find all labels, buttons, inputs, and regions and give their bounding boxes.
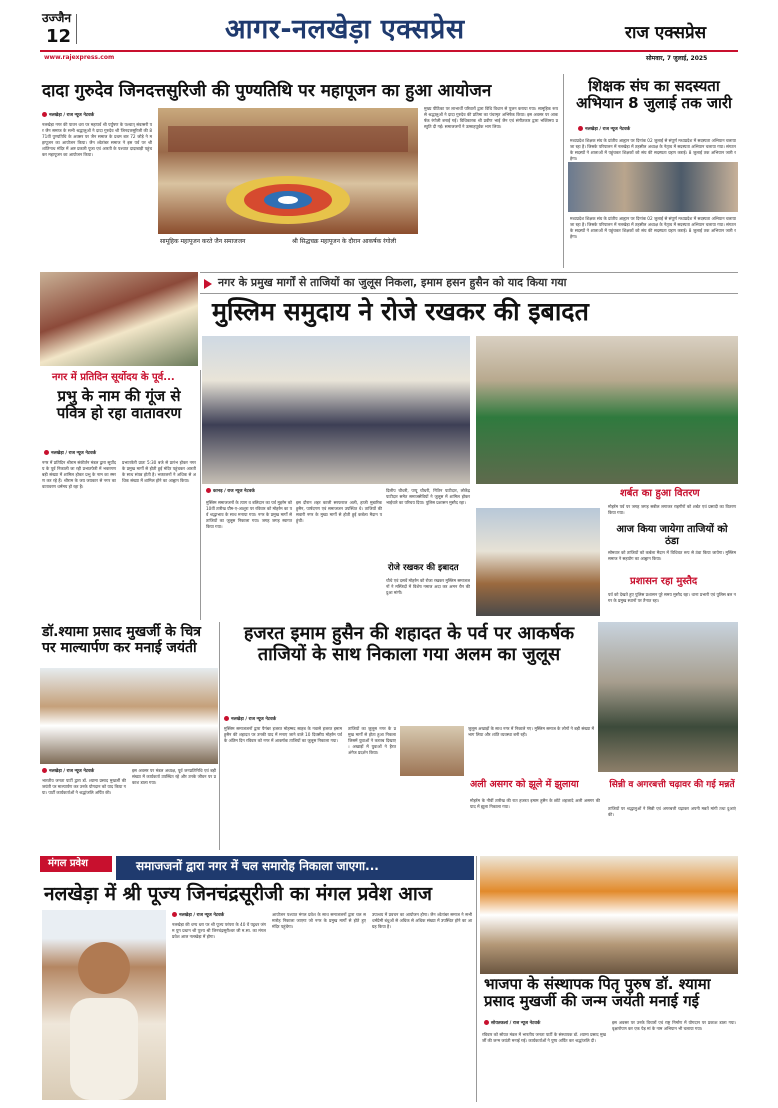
byline [206,488,255,494]
story-ali-asgar [468,778,602,848]
photo-mukherjee [40,668,218,764]
photo-julus [598,622,738,772]
photo-procession [476,336,738,484]
headline: भाजपा के संस्थापक पितृ पुरुष डॉ. श्यामा प्रसाद मुखर्जी की जन्म जयंती मनाई गई [484,975,711,1011]
issue-date: सोमवार, 7 जुलाई, 2025 [646,55,708,62]
header-divider-left [76,14,77,44]
byline [172,912,224,918]
subheading: रोजे रखकर की इबादत [388,563,459,573]
byline-text: नलखेड़ा / राज न्यूज नेटवर्क [231,717,277,722]
photo-caption-a: सामूहिक महापूजन करते जैन समाजजन [160,238,246,245]
story-prabhu-naam [40,370,198,618]
body-col: इस दौरान शहर काजी सरफराज अली, हाजी मुबारिक हुसैन, पार्षदगण एवं समाजजन उपस्थित थे। ताजियों की सवारी नगर के मुख्य मार्गों से होती हुई कर्बला मैदान पहुंची। [296,500,382,524]
city-label: उज्जैन [42,11,72,25]
byline [42,768,94,774]
photo-caption-b: श्री सिद्धचक्र महापूजन के दौरान आकर्षक रंगोली [292,238,397,245]
kicker-body: मोहर्रम पर्व पर जगह जगह सबील लगाकर राहगीरों को शर्बत एवं प्रसादी का वितरण किया गया। [608,504,736,516]
body-col: भारतीय जनता पार्टी द्वारा डॉ. श्यामा प्रसाद मुखर्जी की जयंती पर माल्यार्पण कर उनके योगदान को याद किया गया। पार्टी कार्यकर्ताओं ने श्रद्धांजलि अर्पित की। [42,778,126,796]
body-col: नगर में प्रतिदिन श्रीराम संकीर्तन मंडल द्वारा सूर्योदय के पूर्व निकाली जा रही प्रभातफेरी में भक्तगण बड़ी संख्या में शामिल होकर प्रभु के नाम का स्मरण कर रहे हैं। श्रीराम के जय जयकार से नगर का वातावरण धर्ममय हो रहा है। [42,460,116,490]
body-col: जुलूस अखाड़ों के साथ नगर में निकाले गए। मुस्लिम समाज के लोगों ने बड़ी संख्या में भाग लिया और शांति व्यवस्था बनी रही। [468,726,594,738]
story-shikshak-sangh [568,74,738,268]
body-col: आयोजन पश्चात मंगल प्रवेश के साथ समाजजनों द्वारा चल समारोह निकाला जाएगा जो नगर के प्रमुख मार्गों से होते हुए मंदिर पहुंचेगा। [272,912,366,930]
page-number: 12 [46,26,72,47]
kicker: शर्बत का हुआ वितरण [620,488,700,499]
story-mukherjee-1 [40,622,218,850]
page-header [40,10,738,62]
byline-text: नलखेड़ा / राज न्यूज नेटवर्क [49,769,95,774]
kicker: प्रशासन रहा मुस्तैद [630,576,698,587]
story-sinni [606,778,738,848]
photo-rangoli [158,108,418,234]
masthead-title: आगर-नलखेड़ा एक्सप्रेस [225,14,465,45]
body-col: उपाश्रय में प्रवचन का आयोजन होगा। जैन श्वेतांबर समाज ने सभी धर्मप्रेमी बंधुओं से अधिक से अधिक संख्या में उपस्थित होने का आग्रह किया है। [372,912,472,930]
story-muslim-body [204,488,602,618]
photo-tazia-2 [400,726,464,776]
photo-bjp [480,856,738,974]
headline: सिन्नी व अगरबत्ती चढ़ावर की गई मन्नतें [609,780,735,790]
byline-text: नलखेड़ा / राज न्यूज नेटवर्क [585,127,631,132]
story-mukherjee-2 [480,856,738,1104]
portrait-illustration [42,910,166,1100]
brand-name: राज एक्सप्रेस [625,23,707,43]
header-rule [40,50,738,52]
divider [563,74,564,268]
byline-text: नलखेड़ा / राज न्यूज नेटवर्क [49,113,95,118]
body-col: चौथे एवं दसवें मोहर्रम को रोजा रखकर मुस्लिम समाजजनों ने मस्जिदों में विशेष नमाज अदा कर अमन चैन की दुआ मांगी। [386,578,470,596]
headline-muslim-samudaay: मुस्लिम समुदाय ने रोजे रखकर की इबादत [212,297,589,326]
subhead-bar [200,272,738,294]
headline: दादा गुरुदेव जिनदत्तसुरिजी की पुण्यतिथि पर महापूजन का हुआ आयोजन [42,81,492,101]
byline-text: कानड़ / राज न्यूज नेटवर्क [213,489,255,494]
subhead: नगर के प्रमुख मार्गों से ताजियों का जुलूस निकला, इमाम हसन हुसैन को याद किया गया [218,276,567,289]
headline: आज किया जायेगा ताजियों को ठंडा [616,524,728,547]
body-top: मध्यप्रदेश शिक्षक संघ के प्रांतीय आह्वान पर दिनांक 02 जुलाई से संपूर्ण मध्यप्रदेश में सदस्यता अभियान चलाया जा रहा है। जिसके परिपालन में नलखेड़ा में तहसील अध्यक्ष के नेतृत्व में सदस्यता अभियान चलाया गया। संगठन के सदस्यों ने शालाओं में पहुंचकर शिक्षकों को संघ की सदस्यता ग्रहण कराई। 8 जुलाई तक अभियान जारी रहेगा। [570,138,736,162]
headline: प्रभु के नाम की गूंज से पवित्र हो रहा वातावरण [56,387,182,423]
story-sharbat [606,488,738,620]
portrait-saint [42,910,166,1100]
photo-prabhatferi [40,272,198,366]
photo-teachers [568,162,738,212]
body-col: इस अवसर पर उनके विचारों एवं राष्ट्र निर्माण में योगदान पर प्रकाश डाला गया। वृक्षारोपण कर एक पेड़ मां के नाम अभियान भी चलाया गया। [612,1020,736,1032]
divider [476,856,477,1102]
photo-tazia [476,508,600,616]
byline [42,112,94,118]
body-col: रविवार को सोयत मंडल में भारतीय जनता पार्टी के संस्थापक डॉ. श्यामा प्रसाद मुखर्जी की जन्म जयंती मनाई गई। कार्यकर्ताओं ने पुष्प अर्पित कर श्रद्धांजलि दी। [482,1032,606,1044]
body-col: ताजियों का जुलूस नगर के प्रमुख मार्गों से होता हुआ निकला जिसमें युवाओं ने करतब दिखाए। अखाड़ों में युवाओं ने हैरत अंगेज प्रदर्शन किया। [348,726,396,756]
headline-mangal-pravesh: नलखेड़ा में श्री पूज्य जिनचंद्रसूरीजी का मंगल प्रवेश आज [44,883,432,905]
body-col: मुस्लिम समाजजनों के त्याग व बलिदान का पर्व मुहर्रम को 10वीं तारीख यौम-ए-आशूरा पर रविवार को मोहर्रम का पर्व श्रद्धाभाव के साथ मनाया गया। नगर के प्रमुख मार्गों से ताजियों का जुलूस निकाला गया। जगह जगह स्वागत किया गया। [206,500,292,530]
rangoli-illustration [158,108,418,234]
body-col: मुस्लिम समाजजनों द्वारा पैगंबर हजरत मोहम्मद साहब के नवासे हजरत इमाम हुसैन की शहादत पर उनकी याद में मनाए जाने वाले 10 दिवसीय मोहर्रम पर्व के अंतिम दिन रविवार को नगर में आकर्षक ताजियों का जुलूस निकाला गया। [224,726,342,744]
body-col: नलखेड़ा नगर की पावन धरा पर महापर्व श्री पर्युषण के पश्चात् संवत्सरी पर जैन समाज के सभी श्रद्धालुओं ने दादा गुरुदेव श्री जिनदत्तसूरिजी की 871वीं पुण्यतिथि के अवसर पर जैन समाज के प्रथम बार 72 जोड़े ने महापूजन का आयोजन किया। जैन श्वेतांबर समाज ने इस पर्व पर श्री शांतिनाथ मंदिर में अष्ट प्रकारी पूजा एवं आरती के पश्चात दादाबाड़ी पहुंचकर महापूजन का आयोजन किया। [42,122,152,158]
body-col: प्रभातफेरी प्रातः 5:30 बजे से प्रारंभ होकर नगर के प्रमुख मार्गों से होती हुई मंदिर पहुंचकर आरती के साथ संपन्न होती है। भक्तजनों ने अधिक से अधिक संख्या में शामिल होने का आह्वान किया। [122,460,196,484]
byline [484,1020,540,1026]
byline [224,716,276,722]
byline-text: सोयतकलां / राज न्यूज नेटवर्क [491,1021,541,1026]
headline: शिक्षक संघ का सदस्यता अभियान 8 जुलाई तक जारी [576,77,732,113]
divider [219,622,220,850]
body-col: नलखेड़ा की धन्य धरा पर श्री पूज्य परंपरा के 40 वें पट्टधर जंगम युग प्रधान श्री पूज्य श्री जिनचंद्रसूरीश्वर जी म.सा. का मंगल प्रवेश आज नलखेड़ा में होगा। [172,922,266,940]
play-icon [204,279,212,289]
body-bottom: मध्यप्रदेश शिक्षक संघ के प्रांतीय आह्वान पर दिनांक 02 जुलाई से संपूर्ण मध्यप्रदेश में सदस्यता अभियान चलाया जा रहा है। जिसके परिपालन में नलखेड़ा में तहसील अध्यक्ष के नेतृत्व में सदस्यता अभियान चलाया गया। संगठन के सदस्यों ने शालाओं में पहुंचकर शिक्षकों को संघ की सदस्यता ग्रहण कराई। 8 जुलाई तक अभियान जारी रहेगा। [570,216,736,240]
body: सोमवार को ताजियों को कर्बला मैदान में विधिवत रूप से ठंडा किया जायेगा। मुस्लिम समाज ने सहयोग का आह्वान किया। [608,550,736,562]
site-url[interactable]: www.rajexpress.com [44,54,115,61]
section-label: मंगल प्रवेश [48,858,88,869]
divider [200,370,201,620]
body-col: दिलीप चौधरी, पप्पू चौधरी, नितिन पाटीदार, लोकेंद्र पाटीदार समेत समाजसेवियों ने जुलूस में शामिल होकर भाईचारे का परिचय दिया। पुलिस प्रशासन मुस्तैद रहा। [386,488,470,506]
byline-text: नलखेड़ा / राज न्यूज नेटवर्क [179,913,225,918]
body: ताजियों पर श्रद्धालुओं ने सिन्नी एवं अगरबत्ती चढ़ाकर अपनी मन्नतें मांगी तथा दुआएं की। [608,806,736,818]
body-col: इस अवसर पर मंडल अध्यक्ष, पूर्व जनप्रतिनिधि एवं बड़ी संख्या में कार्यकर्ता उपस्थित रहे और उनके जीवन पर प्रकाश डाला गया। [132,768,216,786]
byline [578,126,630,132]
kicker: नगर में प्रतिदिन सूर्योदय के पूर्व... [52,372,175,383]
kicker: समाजजनों द्वारा नगर में चल समारोह निकाला जाएगा... [136,859,379,873]
photo-gathering [202,336,470,484]
body: पर्व को देखते हुए पुलिस प्रशासन पूरे समय मुस्तैद रहा। थाना प्रभारी एवं पुलिस बल नगर के प्रमुख स्थानों पर तैनात रहा। [608,592,736,604]
body-col: मुख्य पीठिका पर लाभार्थी परिवारों द्वारा विधि विधान से पूजन कराया गया। सामूहिक रूप से श्रद्धालुओं ने दादा गुरुदेव की प्रतिमा का पंचामृत अभिषेक किया। इस अवसर पर आकर्षक रंगोली बनाई गई। विधिकारक श्री प्रवीण भाई जैन एवं संगीतकार द्वारा भक्तिमय प्रस्तुति दी गई। समाजजनों ने उत्साहपूर्वक भाग लिया। [424,106,558,130]
byline [44,450,96,456]
headline: डॉ.श्यामा प्रसाद मुखर्जी के चित्र पर माल्यार्पण कर मनाई जयंती [42,624,201,657]
headline: हजरत इमाम हुसैन की शहादत के पर्व पर आकर्षक ताजियों के साथ निकाला गया अलम का जुलूस [243,623,575,665]
body: मोहर्रम के नौवीं तारीख की रात हजरत इमाम हुसैन के छोटे शहजादे अली असगर की याद में झूला निकाला गया। [470,798,600,810]
section-tag [40,856,112,872]
byline-text: नलखेड़ा / राज न्यूज नेटवर्क [51,451,97,456]
headline: अली असगर को झूले में झुलाया [470,779,579,790]
story-mangal-body [170,912,474,1102]
kicker-bar [116,856,474,880]
story-mahapujan [40,78,560,264]
